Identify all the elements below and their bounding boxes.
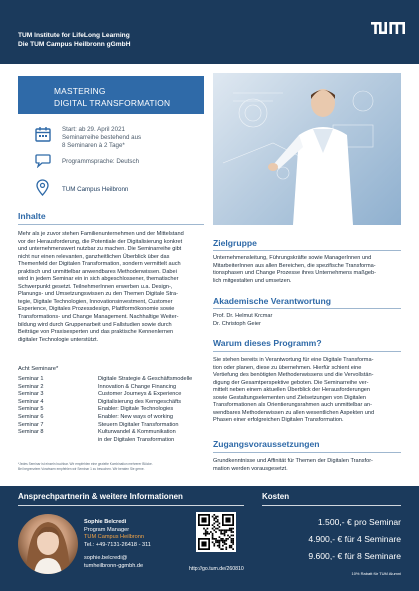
zielgruppe-paragraph [213,255,401,285]
inhalte-line: tegie, Digitale Technologien, Innovationsinvestment, Customer [18,298,173,305]
start-date: Start: ab 29. April 2021 [62,126,125,133]
start-info [62,126,141,151]
section-heading-warum: Warum dieses Programm? [213,338,322,348]
verantwortung-line: Dr. Christoph Geier [213,320,261,327]
seminar-title: Enabler: Digitale Technologies [98,406,174,413]
zielgruppe-line: lich mitgestalten und umsetzen. [213,277,292,284]
calendar-icon [35,126,51,142]
inhalte-line: Transformations- und Change Management. Nachhaltige Weiter- [18,314,179,321]
qr-url[interactable]: http://go.tum.de/260810 [189,566,244,572]
inhalte-line: Experience, Digitales Prozessdesign, Plattformökonomie sowie [18,306,175,313]
seminar-title: Steuern Digitaler Transformation [98,421,179,428]
warum-line: sowie Gestaltungselementen und Zielsetzungen von Digitalen [213,394,366,401]
seminar-title: Digitalisierung des Kerngeschäfts [98,398,182,405]
warum-line: tion oder planen, diese zu übernehmen. Hierfür schient eine [213,364,362,371]
seminar-number: Seminar 1 [18,376,44,382]
zugang-line: mation werden vorausgesetzt. [213,465,288,472]
contact-phone[interactable]: Tel.: +49-7131-26418 - 311 [84,541,151,548]
warum-line: mittelt neben einem aktuellen Überblick der Herausforderungen [213,387,371,394]
inhalte-line: wird in jedem Seminar ein in sich abgeschlossener, thematischer [18,276,179,283]
price-eight: 9.600,- € für 8 Seminare [308,551,401,561]
warum-line: Phasen einer erfolgreichen Digitalen Transformation. [213,417,344,424]
footnote-line-2: Bei begrenztem Vorwissen empfehlen wir Seminar 1 zu besuchen. Wir beraten Sie gerne. [18,467,145,471]
footnote [18,462,204,472]
verantwortung-line: Prof. Dr. Helmut Krcmar [213,313,273,319]
alumni-discount: 10% Rabatt für TUM Alumni [351,571,401,576]
header-bar [0,0,419,64]
tum-logo [371,22,405,38]
seminar-title: in der Digitalen Transformation [98,436,175,443]
seminars-title: Acht Seminare* [18,366,59,372]
zugang-paragraph [213,458,401,473]
seminar-title: Digitale Strategie & Geschäftsmodelle [98,376,193,382]
zugang-line: Grundkenntnisse und Affinität für Themen der Digitalen Transfor- [213,458,373,464]
speech-bubble-icon [35,154,51,168]
zielgruppe-line: MitarbeiterInnen aus allen Bereichen, die spezifische Transforma- [213,262,376,269]
seminar-title: Customer Journeys & Experience [98,391,182,398]
warum-paragraph [213,357,401,425]
warum-line: Transformationen als Orientierungsrahmen auch unmittelbar an- [213,402,372,409]
seminar-number: Seminar 6 [18,414,44,420]
zielgruppe-line: Unternehmensleitung, Führungskräfte sowie ManagerInnen und [213,255,372,261]
costs-heading: Kosten [262,492,290,501]
inhalte-line: vor der Herausforderung, die Potentiale der Digitalisierung konkret [18,238,183,245]
qr-code-pattern [198,514,234,550]
location-pin-icon [36,179,49,196]
seminar-number: Seminar 7 [18,421,44,428]
seminar-title: Enabler: New ways of working [98,414,173,420]
digital-person-illustration [213,73,401,225]
avatar [18,514,78,574]
section-divider [213,452,401,453]
contact-campus: TUM Campus Heilbronn [84,534,144,541]
qr-code[interactable] [196,512,236,552]
section-heading-zielgruppe: Zielgruppe [213,238,257,248]
footer-divider [18,505,244,506]
program-title-line-1: MASTERING [54,86,106,96]
seminar-number: Seminar 8 [18,429,44,436]
section-heading-verantwortung: Akademische Verantwortung [213,296,331,306]
footnote-line-1: *Jedes Seminar ist einzeln buchbar. Wir empfehlen eine gezielte Kombination mehrerer Blöcke. [18,462,153,466]
institute-line-1: TUM Institute for LifeLong Learning [18,32,130,39]
seminar-number: Seminar 3 [18,391,44,398]
section-divider [213,351,401,352]
program-language: Programmsprache: Deutsch [62,158,140,165]
inhalte-line: Mehr als je zuvor stehen Familienunternehmen und der Mittelstand [18,231,184,237]
contact-website[interactable]: tumheilbronn-ggmbh.de [84,562,144,569]
verantwortung-names [213,313,401,328]
section-divider [213,308,401,309]
contact-heading: Ansprechpartnerin & weitere Informationen [18,492,183,501]
series-description: Seminarreihe bestehend aus [62,134,142,142]
contact-details [84,519,151,549]
warum-line: digung der Gesamtperspektive geboten. Die Seminarreihe ver- [213,379,369,386]
zielgruppe-line: tionsphasen und Change Prozesse ihres Unternehmens maßgeb- [213,270,376,277]
footer-divider [262,505,401,506]
section-heading-zugang: Zugangsvoraussetzungen [213,439,320,449]
program-title-line-2: DIGITAL TRANSFORMATION [54,98,171,108]
inhalte-line: praktisch und unmittelbar anwendbares Methodenwissen. Dabei [18,268,177,275]
inhalte-paragraph [18,231,204,344]
seminar-title: Innovation & Change Financing [98,383,177,390]
inhalte-line: Planungs- und Umsetzungswissen zu den Themen Digitale Stra- [18,291,179,298]
contact-email[interactable]: sophie.belcredi@ [84,555,128,561]
inhalte-line: Schwerpunkt gesetzt. TeilnehmerInnen erwerben u.a. Design-, [18,283,173,290]
warum-line: Sie stehen bereits in Verantwortung für eine Digitale Transforma- [213,357,374,363]
inhalte-line: nicht nur einen relevanten, ganzheitlichen Überblick über das [18,253,170,260]
inhalte-line: bildung wird durch Gruppenarbeit und Fallstudien sowie durch [18,321,172,328]
contact-portrait [18,514,78,574]
inhalte-line: digitaler Technologie unterstützt. [18,336,99,343]
institute-line-2: Die TUM Campus Heilbronn gGmbH [18,40,131,48]
location-label: TUM Campus Heilbronn [62,186,129,193]
inhalte-line: Themenfeld der Digitalen Transformation, sondern vermittelt auch [18,261,181,268]
contact-links [84,555,143,570]
institute-name [18,32,130,49]
section-divider [18,224,204,225]
seminar-number: Seminar 4 [18,398,44,405]
section-heading-inhalte: Inhalte [18,211,46,221]
price-single: 1.500,- € pro Seminar [317,517,401,527]
section-divider [213,250,401,251]
price-four: 4.900,- € für 4 Seminare [308,534,401,544]
program-title-banner [18,76,204,114]
seminar-title: Kulturwandel & Kommunikation [98,429,176,436]
warum-line: wendbares Methodenwissen zu allen wesentlichen Aspekten und [213,409,375,416]
contact-role: Program Manager [84,526,130,533]
inhalte-line: Beiträge von Praxisexperten und das praktische Kennenlernen [18,329,174,336]
warum-line: Vertiefung des benötigten Methodenwissens und die Vervollstän- [213,372,374,379]
seminar-number: Seminar 2 [18,383,44,390]
hero-photo [213,73,401,225]
seminar-count: 8 Seminaren à 2 Tage* [62,142,125,150]
contact-name: Sophie Belcredi [84,519,127,525]
seminar-number: Seminar 5 [18,406,44,413]
inhalte-line: und unternehmenswert nutzbar zu machen. Die Seminarreihe gibt [18,246,182,253]
